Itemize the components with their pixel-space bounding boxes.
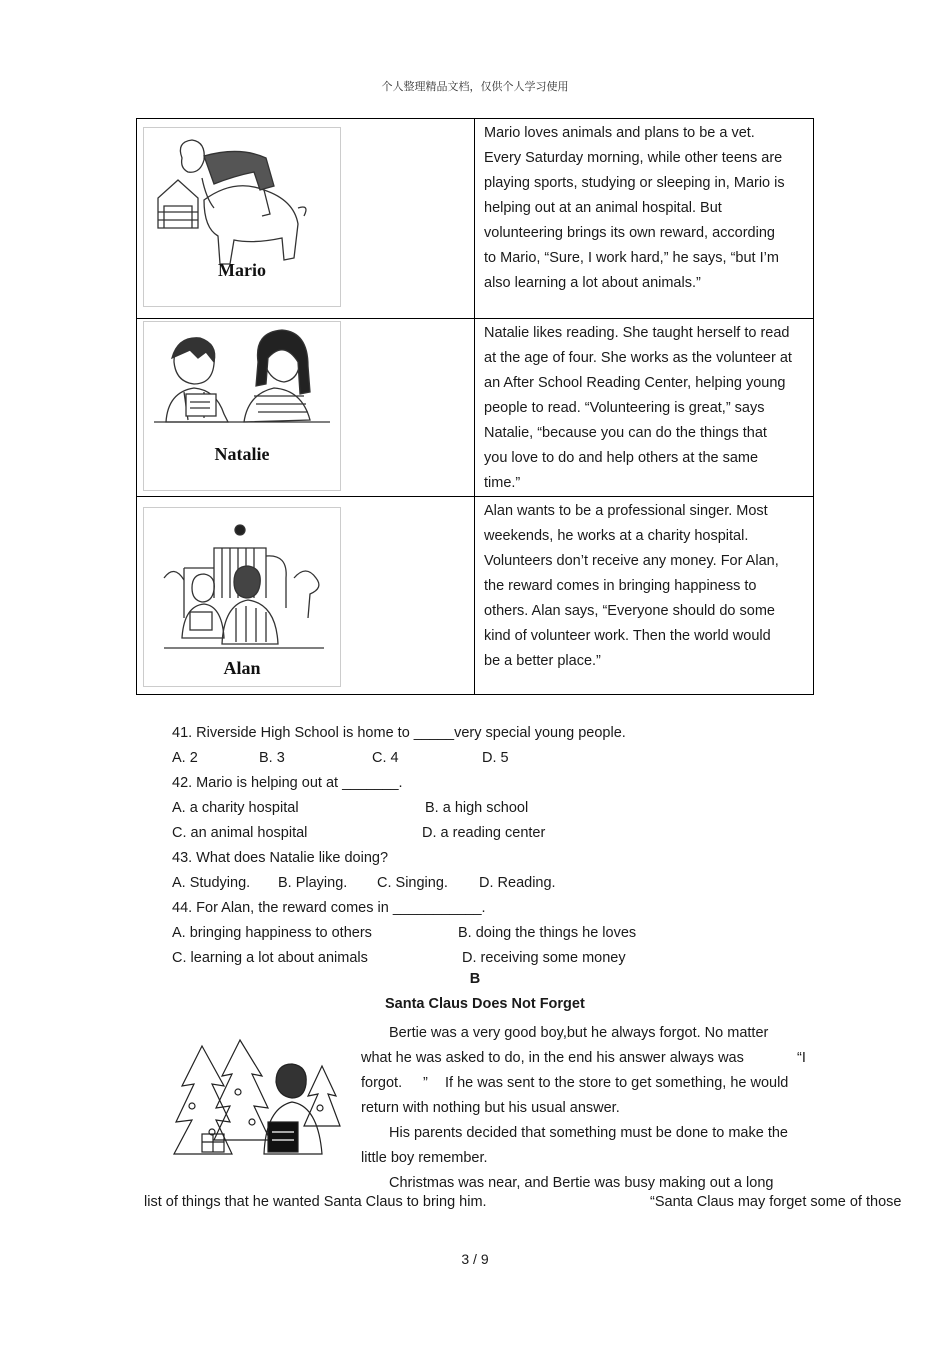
mario-description	[475, 119, 814, 319]
text-line: kind of volunteer work. Then the world would	[484, 628, 771, 644]
mario-picture-cell	[137, 119, 475, 319]
text-line: others. Alan says, “Everyone should do some	[484, 603, 775, 619]
question-42: 42. Mario is helping out at _______.	[172, 775, 403, 791]
question-44-options-cd	[172, 946, 626, 971]
question-41: 41. Riverside High School is home to _____very special young people.	[172, 725, 626, 741]
alan-illustration	[143, 507, 341, 687]
text-line: weekends, he works at a charity hospital.	[484, 528, 749, 544]
option: A. 2	[172, 750, 198, 766]
story-last-line	[144, 1194, 914, 1210]
option: C. 4	[372, 750, 399, 766]
text-line: Volunteers don’t receive any money. For Alan,	[484, 553, 779, 569]
natalie-caption: Natalie	[214, 444, 270, 464]
profile-row-alan	[137, 497, 814, 695]
option: C. learning a lot about animals	[172, 950, 368, 966]
text-line: Natalie, “because you can do the things that	[484, 425, 767, 441]
option: D. Reading.	[479, 875, 556, 891]
text-line: volunteering brings its own reward, according	[484, 225, 775, 241]
option: D. a reading center	[422, 825, 546, 841]
option: B. 3	[259, 750, 285, 766]
story-line	[361, 1071, 816, 1096]
story-text: what he was asked to do, in the end his answer always was	[361, 1050, 744, 1066]
alan-description	[475, 497, 814, 695]
option: A. Studying.	[172, 875, 251, 891]
page-header: 个人整理精品文档，仅供个人学习使用	[381, 80, 569, 93]
profile-row-natalie	[137, 319, 814, 497]
mario-illustration	[143, 127, 341, 307]
option: A. a charity hospital	[172, 800, 299, 816]
text-line: Every Saturday morning, while other teens are	[484, 150, 783, 166]
story-text: ”	[423, 1075, 428, 1091]
text-line: people to read. “Volunteering is great,” says	[484, 400, 765, 416]
text-line: helping out at an animal hospital. But	[484, 200, 722, 216]
mario-caption: Mario	[218, 260, 266, 280]
story-line: little boy remember.	[361, 1150, 488, 1166]
alan-caption: Alan	[223, 658, 261, 678]
story-body	[361, 1021, 816, 1196]
text-line: to Mario, “Sure, I work hard,” he says, “but I’m	[484, 250, 779, 266]
story-text: “I	[797, 1050, 806, 1066]
option: C. an animal hospital	[172, 825, 308, 841]
option: B. Playing.	[278, 875, 348, 891]
natalie-picture-cell	[137, 319, 475, 497]
page-number: 3 / 9	[461, 1251, 489, 1267]
story-line	[361, 1046, 816, 1071]
story-line: His parents decided that something must be done to make the	[389, 1125, 788, 1141]
text-line: the reward comes in bringing happiness to	[484, 578, 757, 594]
profile-row-mario	[137, 119, 814, 319]
option: D. receiving some money	[462, 950, 626, 966]
questions-section	[172, 721, 637, 971]
question-44: 44. For Alan, the reward comes in ___________.	[172, 900, 486, 916]
text-line: at the age of four. She works as the volunteer at	[484, 350, 792, 366]
story-text: list of things that he wanted Santa Claus to bring him.	[144, 1194, 487, 1210]
natalie-description	[475, 319, 814, 497]
alan-picture-cell	[137, 497, 475, 695]
option: B. doing the things he loves	[458, 925, 637, 941]
story-line: Bertie was a very good boy,but he always forgot. No matter	[389, 1025, 769, 1041]
story-text: forgot.	[361, 1075, 403, 1091]
christmas-illustration	[172, 1036, 342, 1166]
story-line: return with nothing but his usual answer.	[361, 1100, 620, 1116]
question-44-options-ab	[172, 921, 637, 946]
story-text: If he was sent to the store to get something, he would	[445, 1075, 789, 1091]
text-line: time.”	[484, 475, 521, 491]
section-label: B	[469, 971, 481, 987]
option: D. 5	[482, 750, 509, 766]
text-line: you love to do and help others at the same	[484, 450, 759, 466]
text-line: an After School Reading Center, helping young	[484, 375, 786, 391]
story-line: Christmas was near, and Bertie was busy making out a long	[389, 1175, 774, 1191]
text-line: also learning a lot about animals.”	[484, 275, 701, 291]
question-42-options-ab	[172, 796, 626, 821]
story-title: Santa Claus Does Not Forget	[385, 996, 585, 1012]
question-42-options-cd	[172, 821, 626, 846]
question-43: 43. What does Natalie like doing?	[172, 850, 389, 866]
text-line: Mario loves animals and plans to be a vet.	[484, 125, 755, 141]
option: A. bringing happiness to others	[172, 925, 372, 941]
text-line: Alan wants to be a professional singer. Most	[484, 503, 768, 519]
question-43-options	[172, 871, 626, 896]
story-text: “Santa Claus may forget some of those	[650, 1194, 902, 1210]
text-line: playing sports, studying or sleeping in, Mario is	[484, 175, 785, 191]
text-line: Natalie likes reading. She taught herself to read	[484, 325, 790, 341]
option: B. a high school	[425, 800, 529, 816]
text-line: be a better place.”	[484, 653, 601, 669]
option: C. Singing.	[377, 875, 448, 891]
profiles-table	[136, 118, 814, 695]
natalie-illustration	[143, 321, 341, 491]
question-41-options	[172, 746, 626, 771]
